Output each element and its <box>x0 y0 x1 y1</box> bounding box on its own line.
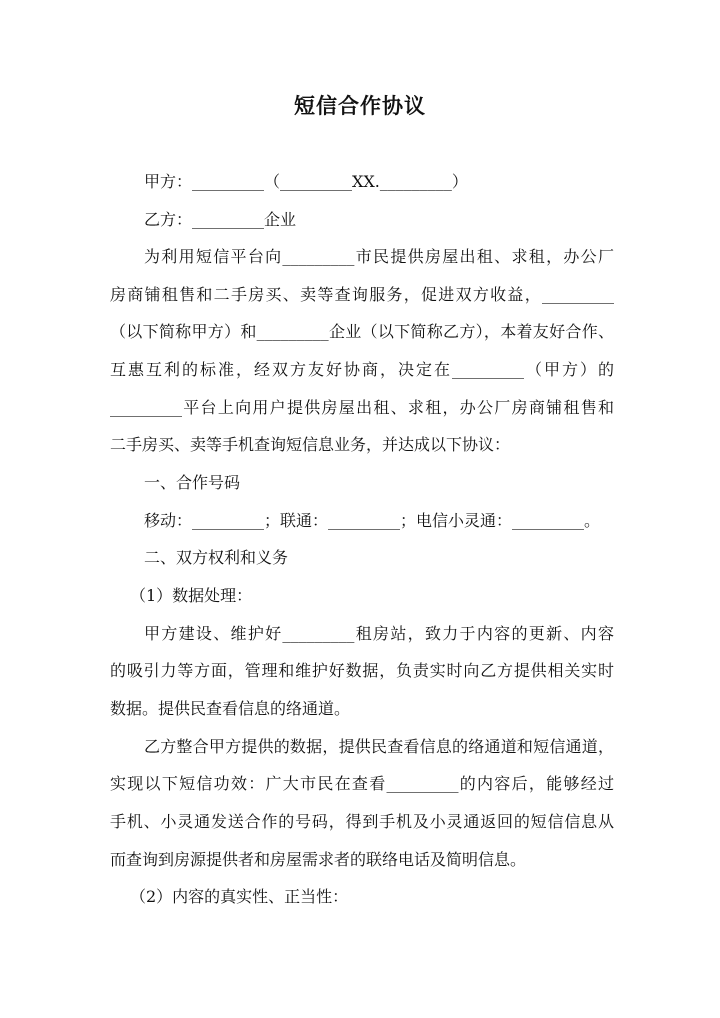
intro-paragraph-line-3: （以下简称甲方）和_________企业（以下简称乙方），本着友好合作、 <box>110 322 614 341</box>
party-b-line: 乙方：_________企业 <box>144 210 297 229</box>
sms-paragraph-line-1: 乙方整合甲方提供的数据，提供民查看信息的络通道和短信通道， <box>144 737 614 756</box>
document-title: 短信合作协议 <box>294 93 426 118</box>
subsection-content-authenticity: （2）内容的真实性、正当性： <box>130 887 349 906</box>
data-paragraph-line-3: 数据。提供民查看信息的络通道。 <box>110 699 351 718</box>
intro-paragraph-line-4: 互惠互利的标准，经双方友好协商，决定在_________（甲方）的 <box>110 360 614 379</box>
data-paragraph-line-1: 甲方建设、维护好_________租房站，致力于内容的更新、内容 <box>144 624 614 643</box>
intro-paragraph-line-6: 二手房买、卖等手机查询短信息业务，并达成以下协议： <box>110 435 511 454</box>
cooperation-numbers-line: 移动：_________；联通：_________；电信小灵通：_________。 <box>144 511 601 530</box>
subsection-data-processing: （1）数据处理： <box>130 586 253 605</box>
sms-paragraph-line-2: 实现以下短信功效：广大市民在查看_________的内容后，能够经过 <box>110 774 614 793</box>
intro-paragraph-line-2: 房商铺租售和二手房买、卖等查询服务，促进双方收益，_________ <box>110 285 614 304</box>
data-paragraph-line-2: 的吸引力等方面，管理和维护好数据，负责实时向乙方提供相关实时 <box>110 661 614 680</box>
intro-paragraph-line-1: 为利用短信平台向_________市民提供房屋出租、求租，办公厂 <box>144 247 614 266</box>
section-heading-rights-obligations: 二、双方权利和义务 <box>144 548 289 567</box>
section-heading-cooperation-numbers: 一、合作号码 <box>144 473 241 492</box>
party-a-line: 甲方：_________（_________XX._________） <box>144 172 468 191</box>
sms-paragraph-line-3: 手机、小灵通发送合作的号码，得到手机及小灵通返回的短信信息从 <box>110 812 614 831</box>
intro-paragraph-line-5: _________平台上向用户提供房屋出租、求租，办公厂房商铺租售和 <box>110 398 614 417</box>
sms-paragraph-line-4: 而查询到房源提供者和房屋需求者的联络电话及简明信息。 <box>110 850 527 869</box>
